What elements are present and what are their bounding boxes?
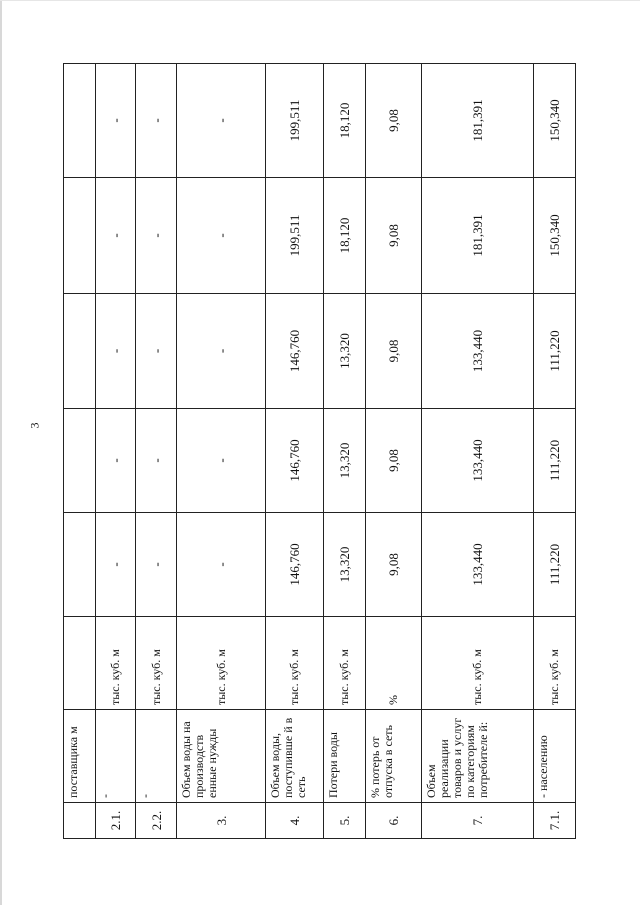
row-number: 6. [366,803,421,839]
row-value: - [176,64,265,178]
row-value [64,409,96,513]
row-value [64,294,96,409]
row-number: 4. [266,803,323,839]
row-value: - [136,178,176,294]
row-number: 5. [323,803,366,839]
row-label: - [95,710,135,803]
row-unit: тыс. куб. м [95,617,135,710]
row-value [64,178,96,294]
row-value: - [176,178,265,294]
row-value: - [95,178,135,294]
row-unit: тыс. куб. м [323,617,366,710]
row-value: 13,320 [323,513,366,617]
row-value: - [176,513,265,617]
table-row [323,64,366,839]
row-value: - [136,64,176,178]
row-label: - [136,710,176,803]
row-value: 9,08 [366,178,421,294]
row-value: 199,511 [266,64,323,178]
row-value: 9,08 [366,294,421,409]
table-row [136,64,176,839]
row-value: 150,340 [534,178,576,294]
row-value: - [136,409,176,513]
row-value: 9,08 [366,64,421,178]
row-value: 18,120 [323,64,366,178]
row-value: 13,320 [323,409,366,513]
row-unit: тыс. куб. м [534,617,576,710]
table-row [266,64,323,839]
row-label: Объем реализации товаров и услуг по категориям потребителе й: [421,710,534,803]
row-number: 2.2. [136,803,176,839]
row-unit: тыс. куб. м [266,617,323,710]
table-row [421,64,534,839]
page-number: 3 [27,422,42,429]
row-value: 150,340 [534,64,576,178]
scan-edge [0,0,2,905]
row-value [64,513,96,617]
row-value: 13,320 [323,294,366,409]
row-unit [64,617,96,710]
row-number: 3. [176,803,265,839]
table-row [176,64,265,839]
table-row [366,64,421,839]
row-value: - [176,294,265,409]
row-value: 146,760 [266,409,323,513]
row-unit: % [366,617,421,710]
rotated-table-container [63,64,576,839]
row-label: - населению [534,710,576,803]
row-value: - [136,513,176,617]
row-value: 199,511 [266,178,323,294]
row-label: Потери воды [323,710,366,803]
row-value: 18,120 [323,178,366,294]
row-value: - [95,64,135,178]
row-value: 9,08 [366,513,421,617]
table-row [64,64,96,839]
row-label: % потерь от отпуска в сеть [366,710,421,803]
row-value: - [95,294,135,409]
row-number: 2.1. [95,803,135,839]
row-value: - [176,409,265,513]
row-value: - [136,294,176,409]
row-number [64,803,96,839]
row-value: 146,760 [266,294,323,409]
table-row [95,64,135,839]
row-value: 181,391 [421,178,534,294]
row-value: 133,440 [421,409,534,513]
row-value: 111,220 [534,409,576,513]
row-unit: тыс. куб. м [176,617,265,710]
row-value: 181,391 [421,64,534,178]
row-number: 7. [421,803,534,839]
data-table [63,63,576,839]
row-value: 133,440 [421,294,534,409]
row-value [64,64,96,178]
row-label: Объем воды, поступивше й в сеть [266,710,323,803]
row-unit: тыс. куб. м [421,617,534,710]
row-number: 7.1. [534,803,576,839]
row-value: - [95,513,135,617]
row-label: поставщика м [64,710,96,803]
row-value: 9,08 [366,409,421,513]
row-value: 111,220 [534,294,576,409]
table-row [534,64,576,839]
row-value: - [95,409,135,513]
scan-edge-top [0,0,640,1]
row-value: 146,760 [266,513,323,617]
row-value: 133,440 [421,513,534,617]
row-label: Объем воды на производств енные нужды [176,710,265,803]
row-value: 111,220 [534,513,576,617]
row-unit: тыс. куб. м [136,617,176,710]
